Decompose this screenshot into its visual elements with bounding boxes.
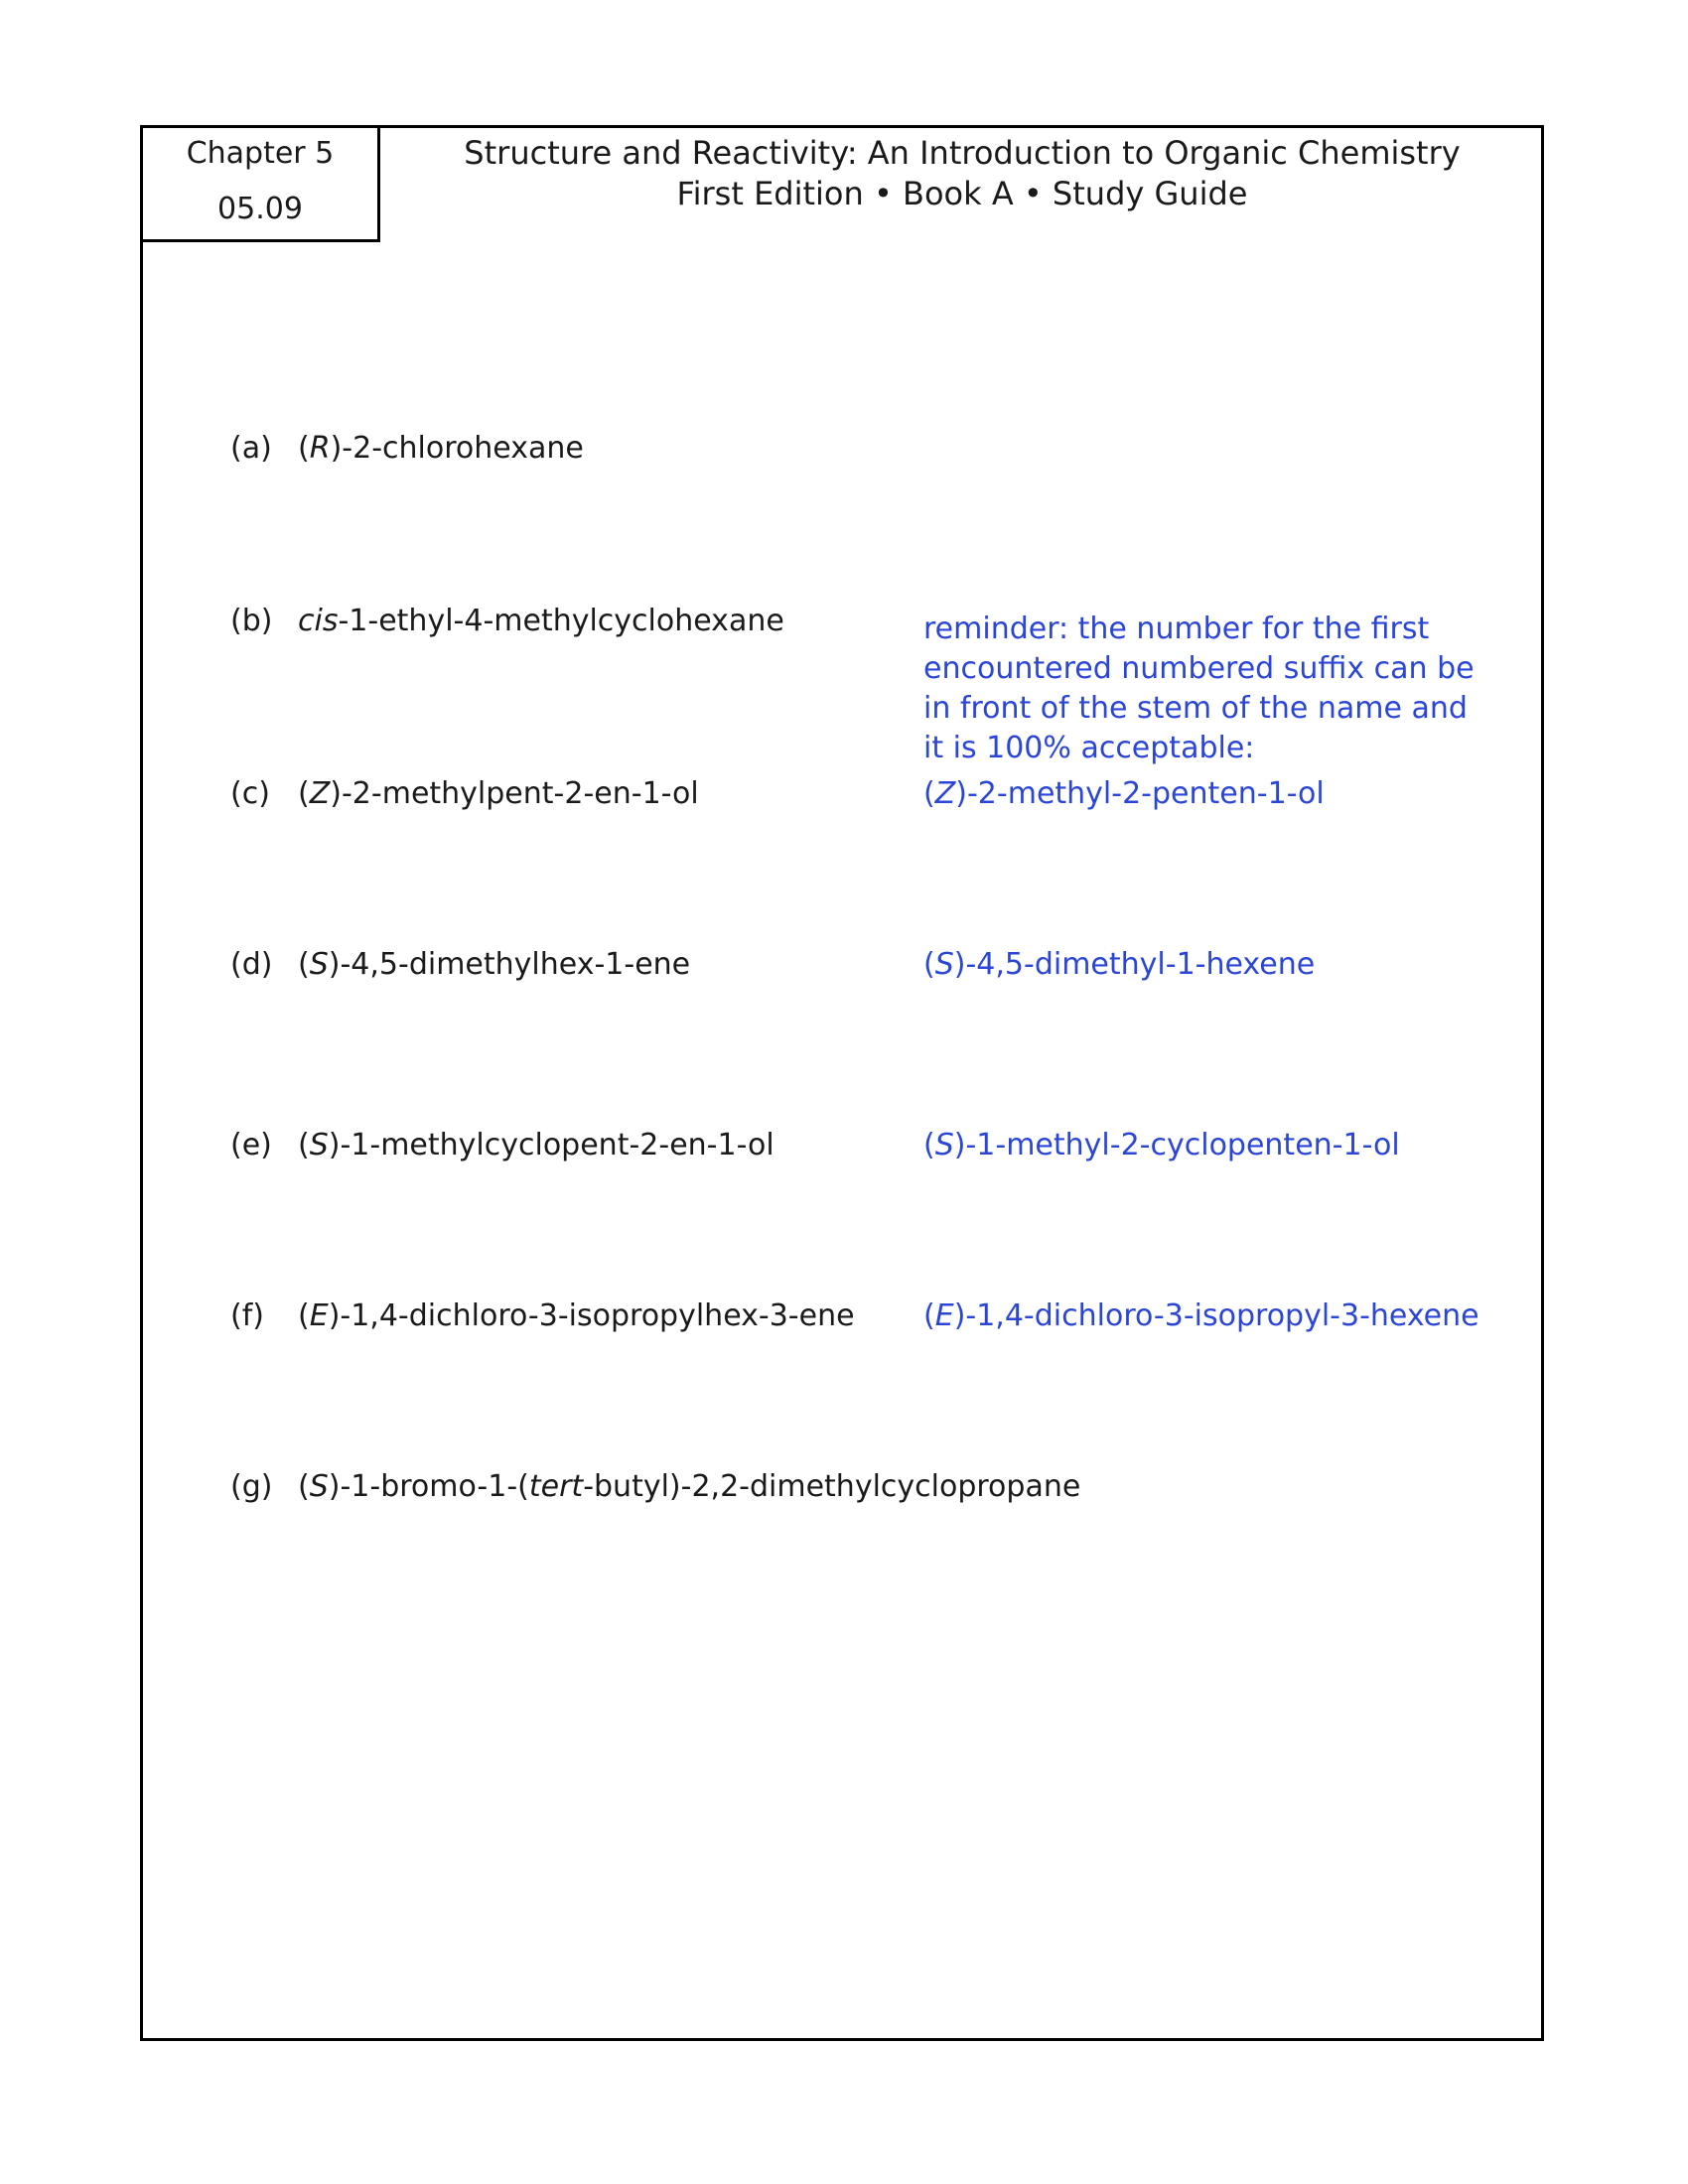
list-item-c	[230, 774, 699, 814]
item-letter: (f)	[230, 1298, 264, 1333]
alt-name: )-1-methyl-2-cyclopenten-1-ol	[953, 1128, 1400, 1162]
chapter-code: 05.09	[217, 192, 303, 226]
item-stereo: R	[309, 431, 331, 466]
item-stereo: S	[309, 947, 329, 982]
item-letter: (g)	[230, 1469, 273, 1504]
alt-stereo: E	[934, 1298, 954, 1333]
alternate-name-d	[923, 945, 1315, 985]
item-stereo: S	[309, 1469, 329, 1504]
list-item-g	[230, 1467, 1080, 1507]
item-name: )-1,4-dichloro-3-isopropylhex-3-ene	[328, 1298, 855, 1333]
alt-prefix: (	[923, 947, 935, 982]
item-letter: (e)	[230, 1128, 272, 1162]
alt-name: )-2-methyl-2-penten-1-ol	[955, 776, 1325, 811]
item-letter: (a)	[230, 431, 272, 466]
list-item-d	[230, 945, 690, 985]
page-frame	[140, 125, 1544, 2041]
item-name: -1-ethyl-4-methylcyclohexane	[338, 604, 784, 638]
item-name-part1: )-1-bromo-1-(	[328, 1469, 529, 1504]
alt-prefix: (	[923, 1128, 935, 1162]
item-letter: (c)	[230, 776, 270, 811]
alternate-name-c	[923, 774, 1325, 814]
page-title	[380, 133, 1544, 214]
chapter-label: Chapter 5	[186, 136, 335, 171]
item-letter: (d)	[230, 947, 273, 982]
item-stereo: E	[309, 1298, 329, 1333]
list-item-e	[230, 1126, 774, 1165]
item-name-part2: -butyl)-2,2-dimethylcyclopropane	[583, 1469, 1081, 1504]
chapter-box	[140, 125, 380, 242]
item-letter: (b)	[230, 604, 273, 638]
list-item-a	[230, 429, 584, 469]
item-stereo: cis	[298, 604, 339, 638]
item-stereo: Z	[309, 776, 331, 811]
alternate-name-e	[923, 1126, 1400, 1165]
alt-prefix: (	[923, 776, 935, 811]
alt-name: )-4,5-dimethyl-1-hexene	[953, 947, 1316, 982]
alternate-name-f	[923, 1297, 1479, 1336]
item-prefix: (	[298, 776, 310, 811]
alt-prefix: (	[923, 1298, 935, 1333]
alt-stereo: S	[934, 1128, 954, 1162]
item-stereo: S	[309, 1128, 329, 1162]
item-name: )-2-methylpent-2-en-1-ol	[330, 776, 699, 811]
item-prefix: (	[298, 1128, 310, 1162]
item-prefix: (	[298, 1298, 310, 1333]
item-tert: tert	[528, 1469, 584, 1504]
alt-stereo: S	[934, 947, 954, 982]
item-prefix: (	[298, 1469, 310, 1504]
title-line-1: Structure and Reactivity: An Introduction to Organic Chemistry	[464, 134, 1461, 172]
title-line-2: First Edition • Book A • Study Guide	[676, 175, 1248, 212]
alt-stereo: Z	[934, 776, 956, 811]
item-prefix: (	[298, 947, 310, 982]
item-name: )-4,5-dimethylhex-1-ene	[328, 947, 691, 982]
item-name: )-1-methylcyclopent-2-en-1-ol	[328, 1128, 774, 1162]
reminder-note: reminder: the number for the first encountered numbered suffix can be in front of the stem of the name and it is 100% acceptable:	[923, 612, 1475, 765]
list-item-f	[230, 1297, 855, 1336]
item-prefix: (	[298, 431, 310, 466]
alt-name: )-1,4-dichloro-3-isopropyl-3-hexene	[953, 1298, 1479, 1333]
list-item-b	[230, 602, 784, 641]
item-name: )-2-chlorohexane	[330, 431, 584, 466]
